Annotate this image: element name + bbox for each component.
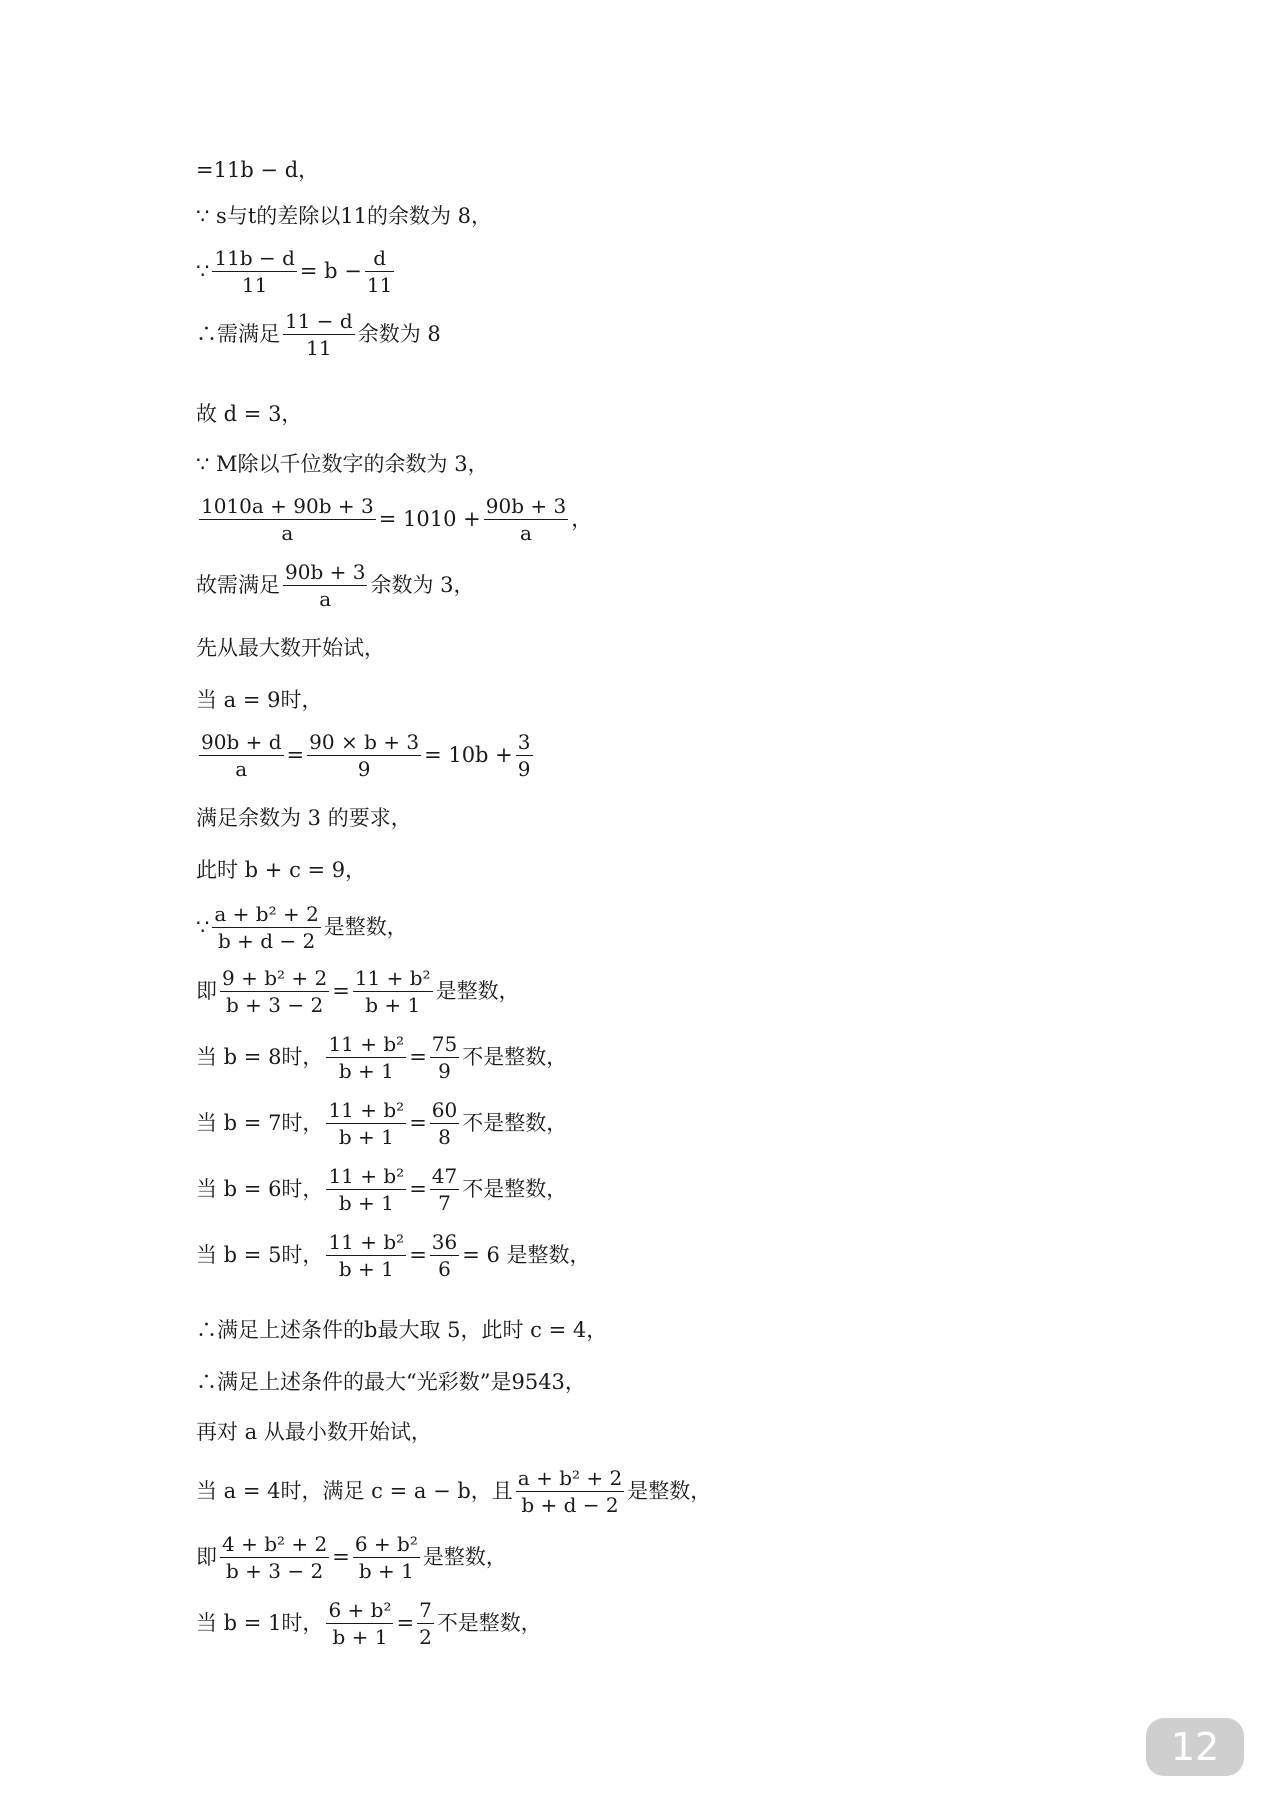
page-number-badge: 12: [1146, 1718, 1244, 1776]
text-line: ∵ s与t的差除以11的余数为 8，: [196, 204, 493, 228]
fraction: $\frac{90b + d}{a}$: [201, 730, 282, 782]
equation-line: $\frac{90b + d}{a}$ = $\frac{90 \times b + 3}{9}$ = 10b + $\frac{3}{9}$: [201, 730, 531, 782]
fraction: $\frac{d}{11}$: [366, 246, 393, 298]
fraction: $\frac{11b - d}{11}$: [214, 246, 295, 298]
equation-line: ∵ $\frac{\text{a + b² + 2}}{b + d - 2}$ 是整数，: [196, 902, 408, 954]
fraction: $\frac{\text{6 + b²}}{b + 1}$: [328, 1598, 392, 1650]
equation-line: 当 b = 7时， $\frac{\text{11 + b²}}{b + 1}$ = $\frac{60}{8}$ 不是整数，: [196, 1098, 568, 1150]
equation-line: 故需满足 $\frac{90b + 3}{a}$ 余数为 3，: [196, 560, 475, 612]
fraction: $\frac{3}{9}$: [517, 730, 531, 782]
equation-line: ∴需满足 $\frac{11 - d}{11}$ 余数为 8: [196, 309, 441, 361]
fraction: $\frac{90b + 3}{a}$: [285, 560, 366, 612]
fraction: $\frac{90 \times b + 3}{9}$: [309, 730, 420, 782]
fraction: $\frac{47}{7}$: [431, 1164, 458, 1216]
equation-line: 即 $\frac{\text{9 + b² + 2}}{b + 3 - 2}$ = $\frac{\text{11 + b²}}{b + 1}$ 是整数，: [196, 966, 520, 1018]
fraction: $\frac{\text{11 + b²}}{b + 1}$: [328, 1098, 405, 1150]
equation-line: 当 b = 6时， $\frac{\text{11 + b²}}{b + 1}$ = $\frac{47}{7}$ 不是整数，: [196, 1164, 568, 1216]
fraction: $\frac{\text{11 + b²}}{b + 1}$: [354, 966, 431, 1018]
fraction: $\frac{60}{8}$: [431, 1098, 458, 1150]
fraction: $\frac{\text{11 + b²}}{b + 1}$: [328, 1164, 405, 1216]
fraction: $\frac{90b + 3}{a}$: [485, 494, 567, 546]
equation-line: 当 a = 4时，满足 c = a − b，且 $\frac{\text{a + b² + 2}}{b + d - 2}$ 是整数，: [196, 1466, 712, 1518]
equation-line: 即 $\frac{\text{4 + b² + 2}}{b + 3 - 2}$ = $\frac{\text{6 + b²}}{b + 1}$ 是整数，: [196, 1532, 507, 1584]
fraction: $\frac{\text{11 + b²}}{b + 1}$: [328, 1230, 405, 1282]
fraction: $\frac{11 - d}{11}$: [285, 309, 353, 361]
text-line: 满足余数为 3 的要求，: [196, 806, 412, 830]
fraction: $\frac{\text{a + b² + 2}}{b + d - 2}$: [517, 1466, 623, 1518]
text-line: 先从最大数开始试，: [196, 636, 385, 660]
fraction: $\frac{75}{9}$: [431, 1032, 458, 1084]
fraction: $\frac{\text{a + b² + 2}}{b + d - 2}$: [214, 902, 319, 954]
equation-line: 当 b = 5时， $\frac{\text{11 + b²}}{b + 1}$ = $\frac{36}{6}$ = 6 是整数，: [196, 1230, 591, 1282]
text-line: 故 d = 3，: [196, 402, 303, 426]
text-line: 再对 a 从最小数开始试，: [196, 1420, 432, 1444]
equation-line: $\frac{1010a + 90b + 3}{a}$ = 1010 + $\frac{90b + 3}{a}$ ，: [201, 494, 593, 546]
text-line: ∵ M除以千位数字的余数为 3，: [196, 452, 489, 476]
text-line: =11b − d，: [196, 158, 320, 182]
text-line: 此时 b + c = 9，: [196, 858, 367, 882]
fraction: $\frac{\text{11 + b²}}{b + 1}$: [328, 1032, 405, 1084]
fraction: $\frac{7}{2}$: [419, 1598, 432, 1650]
text-line: 当 a = 9时，: [196, 688, 323, 712]
equation-line: 当 b = 8时， $\frac{\text{11 + b²}}{b + 1}$ = $\frac{75}{9}$ 不是整数，: [196, 1032, 568, 1084]
fraction: $\frac{36}{6}$: [431, 1230, 458, 1282]
fraction: $\frac{\text{6 + b²}}{b + 1}$: [354, 1532, 418, 1584]
equation-line: 当 b = 1时， $\frac{\text{6 + b²}}{b + 1}$ = $\frac{7}{2}$ 不是整数，: [196, 1598, 542, 1650]
equation-line: ∵ $\frac{11b - d}{11}$ = b − $\frac{d}{11}$: [196, 246, 393, 298]
fraction: $\frac{\text{9 + b² + 2}}{b + 3 - 2}$: [222, 966, 328, 1018]
fraction: $\frac{\text{4 + b² + 2}}{b + 3 - 2}$: [222, 1532, 328, 1584]
text-line: ∴满足上述条件的b最大取 5，此时 c = 4，: [196, 1318, 608, 1342]
text-line: ∴满足上述条件的最大“光彩数”是9543，: [196, 1370, 586, 1394]
fraction: $\frac{1010a + 90b + 3}{a}$: [201, 494, 374, 546]
